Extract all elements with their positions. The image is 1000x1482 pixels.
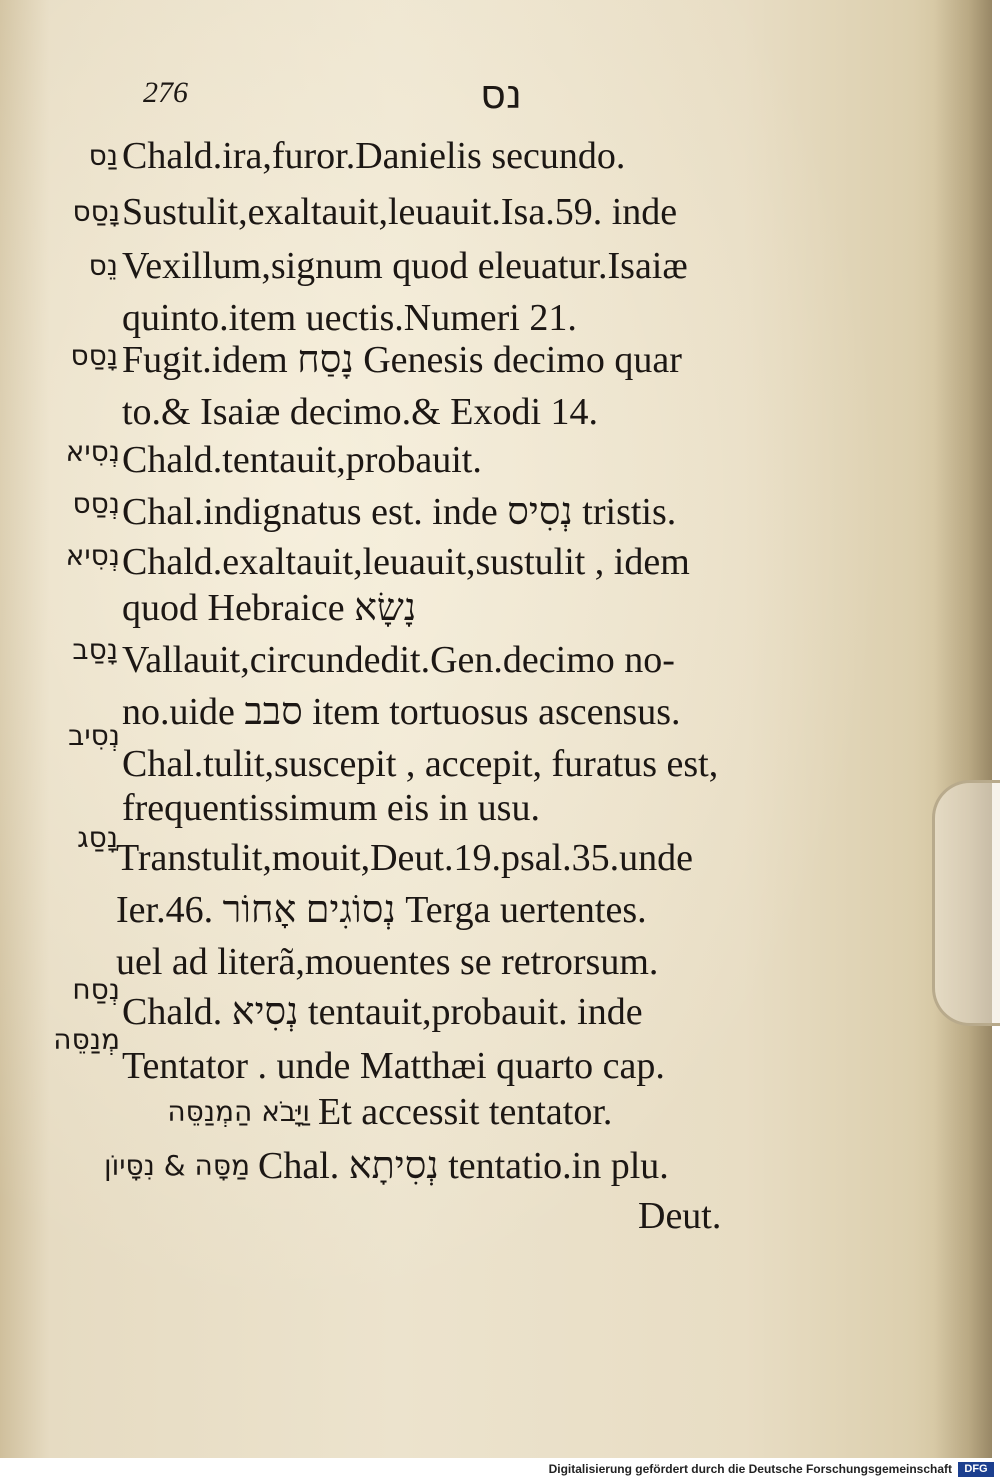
entry-line: Vexillum,signum quod eleuatur.Isaiæ [122, 245, 688, 287]
digitization-footer [0, 1458, 1000, 1482]
running-head [0, 72, 992, 122]
headword: וַיָּבֹא הַמְנַסֵּה [167, 1095, 310, 1128]
headword: נָסַב [72, 633, 118, 666]
entry-line: uel ad literã,mouentes se retrorsum. [116, 941, 659, 983]
headword: נְסִיא [65, 539, 120, 572]
entry-line: quod Hebraice נָשָׂא [122, 587, 417, 629]
entry-line: frequentissimum eis in usu. [122, 787, 540, 829]
entry-line: Chald. נְסִיא tentauit,probauit. inde [122, 991, 643, 1033]
entry-line: Et accessit tentator. [318, 1091, 613, 1133]
headword: נְסִיב [68, 719, 120, 752]
entry-line: Chald.tentauit,probauit. [122, 439, 482, 481]
entry-line: Sustulit,exaltauit,leuauit.Isa.59. inde [122, 191, 678, 233]
entry-line: Chal. נְסִיתָא tentatio.in plu. [258, 1145, 669, 1187]
catchword: Deut. [638, 1195, 722, 1237]
entry-line: Transtulit,mouit,Deut.19.psal.35.unde [116, 837, 694, 879]
entry-line: Chald.ira,furor.Danielis secundo. [122, 135, 626, 177]
entry-line: Chal.indignatus est. inde נְסִיס tristis. [122, 491, 677, 533]
headword: נָסַס [72, 195, 120, 228]
running-head-hebrew: נס [480, 72, 522, 118]
headword: נָסַס [70, 339, 118, 372]
entry-line: Vallauit,circundedit.Gen.decimo no- [122, 639, 675, 681]
entry-line: quinto.item uectis.Numeri 21. [122, 297, 577, 339]
headword: מְנַסֵּה [53, 1023, 120, 1056]
headword: נְסַח [72, 973, 120, 1006]
entry-line: no.uide סבב item tortuosus ascensus. [122, 691, 681, 733]
entry-line: Chald.exaltauit,leuauit,sustulit , idem [122, 541, 690, 583]
headword: מַסָּה & נִסָּיוֹן [103, 1149, 250, 1182]
entry-line: Ier.46. נְסוֹגִים אָחוֹר Terga uertentes. [116, 889, 647, 931]
entry-line: Chal.tulit,suscepit , accepit, furatus est, [122, 743, 719, 785]
entry-line: Fugit.idem נָסַח Genesis decimo quar [122, 339, 682, 381]
headword: נַס [88, 139, 118, 172]
headword: נֵס [88, 249, 118, 282]
page-edge-shadow [934, 0, 992, 1458]
headword: נָסַג [77, 821, 118, 854]
headword: נְסִיא [65, 435, 120, 468]
book-clasp [932, 780, 1000, 1026]
dfg-logo: DFG [958, 1462, 994, 1477]
headword: נְסַס [72, 487, 120, 520]
page-number: 276 [143, 76, 188, 109]
funding-credit: Digitalisierung gefördert durch die Deutsche Forschungsgemeinschaft [548, 1462, 952, 1476]
entry-line: Tentator . unde Matthæi quarto cap. [122, 1045, 665, 1087]
entry-line: to.& Isaiæ decimo.& Exodi 14. [122, 391, 599, 433]
